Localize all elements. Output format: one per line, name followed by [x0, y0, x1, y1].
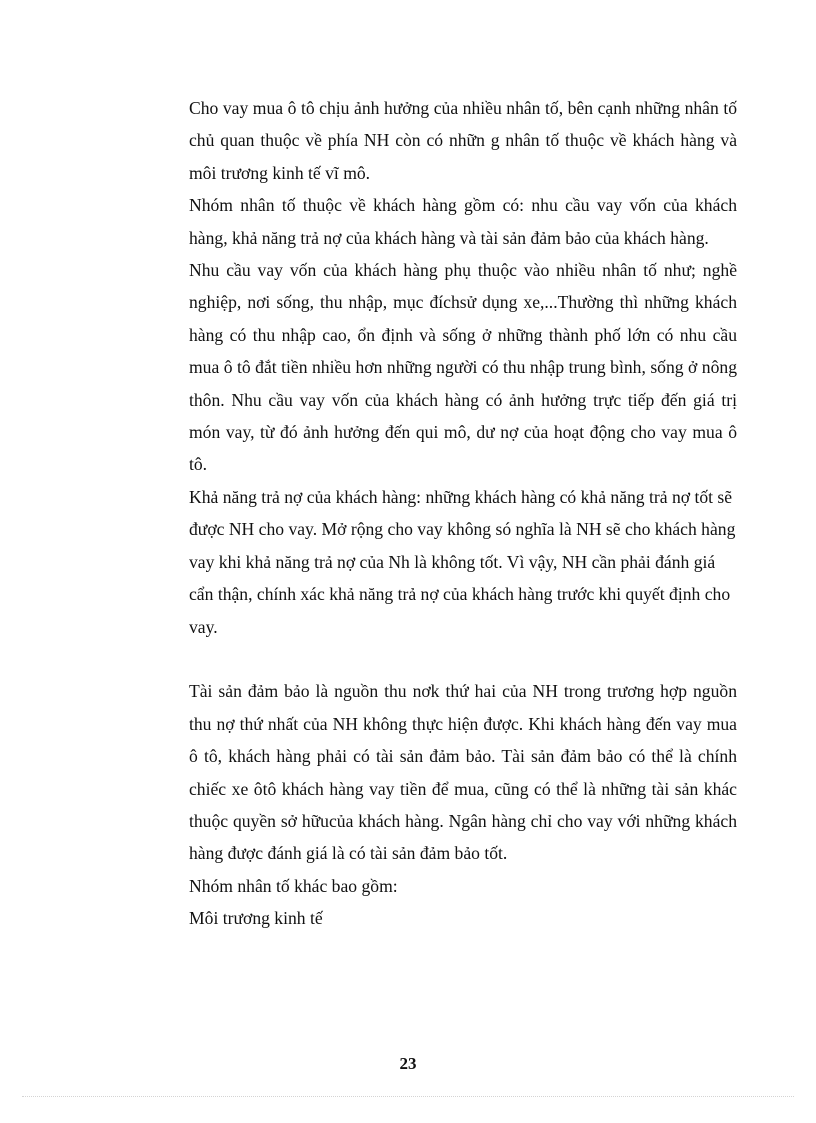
- paragraph-economic-environment: Môi trương kinh tế: [189, 908, 323, 929]
- paragraph-gap: [189, 643, 737, 675]
- paragraph-customer-factors: Nhóm nhân tố thuộc về khách hàng gồm có: nhu cầu vay vốn của khách hàng, khả năng trả nợ của khách hàng và tài sản đảm bảo của khách hàng.: [189, 195, 737, 248]
- paragraph-collateral: Tài sản đảm bảo là nguồn thu nơk thứ hai của NH trong trương hợp nguồn thu nợ thứ nhất của NH không thực hiện được. Khi khách hàng đến vay mua ô tô, khách hàng phải có tài sản đảm bảo. Tài sản đảm bảo có thể là chính chiếc xe ôtô khách hàng vay tiền để mua, cũng có thể là những tài sản khác thuộc quyền sở hữucủa khách hàng. Ngân hàng chỉ cho vay với những khách hàng được đánh giá là có tài sản đảm bảo tốt.: [189, 681, 737, 864]
- footer-divider: [22, 1096, 794, 1097]
- paragraph-repayment-ability: Khả năng trả nợ của khách hàng: những khách hàng có khả năng trả nợ tốt sẽ được NH cho vay. Mở rộng cho vay không só nghĩa là NH sẽ cho khách hàng vay khi khả năng trả nợ của Nh là không tốt. Vì vậy, NH cần phải đánh giá cẩn thận, chính xác khả năng trả nợ của khách hàng trước khi quyết định cho vay.: [189, 486, 736, 637]
- page-body: [189, 92, 737, 935]
- paragraph-loan-demand: Nhu cầu vay vốn của khách hàng phụ thuộc vào nhiều nhân tố như; nghề nghiệp, nơi sống, thu nhập, mục đíchsử dụng xe,...Thường thì những khách hàng có thu nhập cao, ổn định và sống ở những thành phố lớn có nhu cầu mua ô tô đắt tiền nhiều hơn những người có thu nhập trung bình, sống ở nông thôn. Nhu cầu vay vốn của khách hàng có ảnh hưởng trực tiếp đến giá trị món vay, từ đó ảnh hưởng đến qui mô, dư nợ của hoạt động cho vay mua ô tô.: [189, 260, 737, 475]
- paragraph-intro: Cho vay mua ô tô chịu ảnh hưởng của nhiều nhân tố, bên cạnh những nhân tố chủ quan thuộc về phía NH còn có nhữn g nhân tố thuộc về khách hàng và môi trương kinh tế vĩ mô.: [189, 98, 737, 183]
- paragraph-other-factors: Nhóm nhân tố khác bao gồm:: [189, 875, 398, 896]
- page-number: 23: [399, 1054, 417, 1073]
